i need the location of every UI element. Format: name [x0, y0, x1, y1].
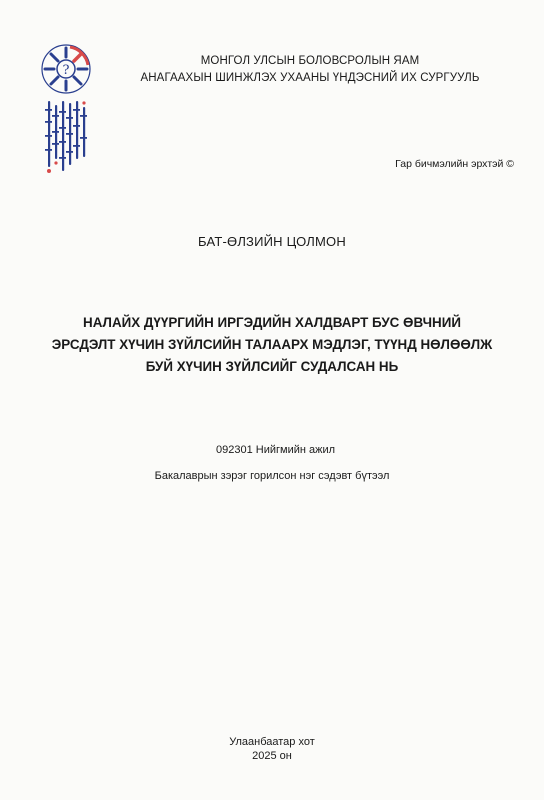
- place-and-year: [0, 735, 544, 763]
- svg-text:?: ?: [62, 63, 70, 78]
- specialty-code: 092301 Нийгмийн ажил: [216, 444, 336, 456]
- author-name: БАТ-ӨЛЗИЙН ЦОЛМОН: [198, 234, 346, 249]
- institution-header: [110, 53, 510, 87]
- year: 2025 он: [252, 750, 292, 762]
- university-name: АНАГААХЫН ШИНЖЛЭХ УХААНЫ ҮНДЭСНИЙ ИХ СУРГУУЛЬ: [140, 72, 480, 84]
- ministry-name: МОНГОЛ УЛСЫН БОЛОВСРОЛЫН ЯАМ: [200, 55, 420, 67]
- thesis-title-line-3: БУЙ ХҮЧИН ЗҮЙЛСИЙГ СУДАЛСАН НЬ: [145, 359, 399, 374]
- city: Улаанбаатар хот: [229, 736, 315, 748]
- university-emblem-icon: [40, 43, 98, 178]
- thesis-title-line-2: ЭРСДЭЛТ ХҮЧИН ЗҮЙЛСИЙН ТАЛААРХ МЭДЛЭГ, ТҮҮНД НӨЛӨӨЛЖ: [51, 337, 493, 352]
- thesis-title-line-1: НАЛАЙХ ДҮҮРГИЙН ИРГЭДИЙН ХАЛДВАРТ БУС ӨВЧНИЙ: [83, 315, 461, 330]
- copyright-notice: Гар бичмэлийн эрхтэй ©: [395, 158, 514, 170]
- thesis-title: [30, 312, 514, 378]
- thesis-type: Бакалаврын зэрэг горилсон нэг сэдэвт бүтээл: [154, 470, 390, 482]
